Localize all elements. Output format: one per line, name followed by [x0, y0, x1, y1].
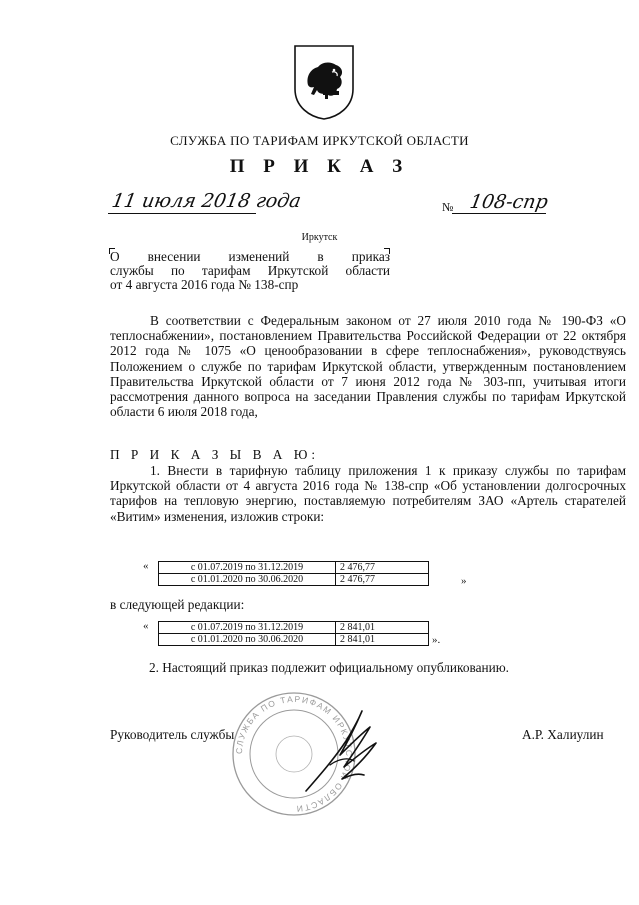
table-cell-period: с 01.07.2019 по 31.12.2019 — [159, 622, 336, 634]
city-name: Иркутск — [301, 232, 338, 243]
table-row — [159, 634, 429, 646]
table2-close-quote: ». — [432, 634, 441, 646]
table1-open-quote: « — [143, 560, 149, 572]
new-edition-label: в следующей редакции: — [110, 597, 245, 612]
number-underline — [452, 213, 546, 214]
table-cell-period: с 01.01.2020 по 30.06.2020 — [159, 634, 336, 646]
handwritten-signature — [300, 705, 380, 795]
table-row — [159, 622, 429, 634]
handwritten-date: 11 июля 2018 года — [110, 190, 303, 212]
preamble-paragraph: В соответствии с Федеральным законом от 27 июля 2010 года № 190-ФЗ «О теплоснабжении», постановлением Правительства Российской Федерации от 22 октября 2012 года № 1075 «О ценообразовании в сфере теплоснабжения», руководствуясь Положением о службе по тарифам Иркутской области, утвержденным постановлением Правительства Иркутской области от 7 июня 2012 года № 303-пп, учитывая итоги рассмотрения данного вопроса на заседании Правления службы по тарифам Иркутской области 6 июля 2018 года, — [110, 313, 626, 420]
subject-line: от 4 августа 2016 года № 138-спр — [110, 277, 299, 292]
subject-block — [110, 250, 390, 292]
subject-line: О внесении изменений в приказ — [110, 249, 390, 264]
order-item-2: 2. Настоящий приказ подлежит официальному опубликованию. — [149, 660, 509, 675]
table-row — [159, 574, 429, 586]
tariff-table-old — [158, 561, 429, 586]
coat-of-arms-icon — [290, 43, 358, 121]
order-item-1: 1. Внести в тарифную таблицу приложения 1 к приказу службы по тарифам Иркутской области от 4 августа 2016 года № 138-спр «Об установлении долгосрочных тарифов на тепловую энергию, поставляемую потребителям ЗАО «Артель старателей «Витим» изменения, изложив строки: — [110, 463, 626, 524]
table2-open-quote: « — [143, 620, 149, 632]
table1-close-quote: » — [461, 575, 467, 587]
table-cell-period: с 01.01.2020 по 30.06.2020 — [159, 574, 336, 586]
stamp-text: СЛУЖБА ПО ТАРИФАМ ИРКУТСКОЙ ОБЛАСТИ — [233, 693, 355, 815]
table-cell-value: 2 841,01 — [336, 634, 429, 646]
order-heading: П Р И К А З Ы В А Ю: — [110, 447, 320, 462]
signatory-name: А.Р. Халиулин — [522, 727, 604, 742]
table-cell-value: 2 476,77 — [336, 562, 429, 574]
number-sign: № — [442, 200, 454, 214]
subject-line: службы по тарифам Иркутской области — [110, 263, 390, 278]
table-cell-period: с 01.07.2019 по 31.12.2019 — [159, 562, 336, 574]
table-cell-value: 2 841,01 — [336, 622, 429, 634]
table-row — [159, 562, 429, 574]
tariff-table-new — [158, 621, 429, 646]
handwritten-number: 108-спр — [468, 191, 550, 213]
table-cell-value: 2 476,77 — [336, 574, 429, 586]
document-title: П Р И К А З — [229, 156, 410, 177]
agency-name: СЛУЖБА ПО ТАРИФАМ ИРКУТСКОЙ ОБЛАСТИ — [170, 133, 469, 148]
date-underline — [108, 213, 256, 214]
signatory-position: Руководитель службы — [110, 727, 235, 742]
